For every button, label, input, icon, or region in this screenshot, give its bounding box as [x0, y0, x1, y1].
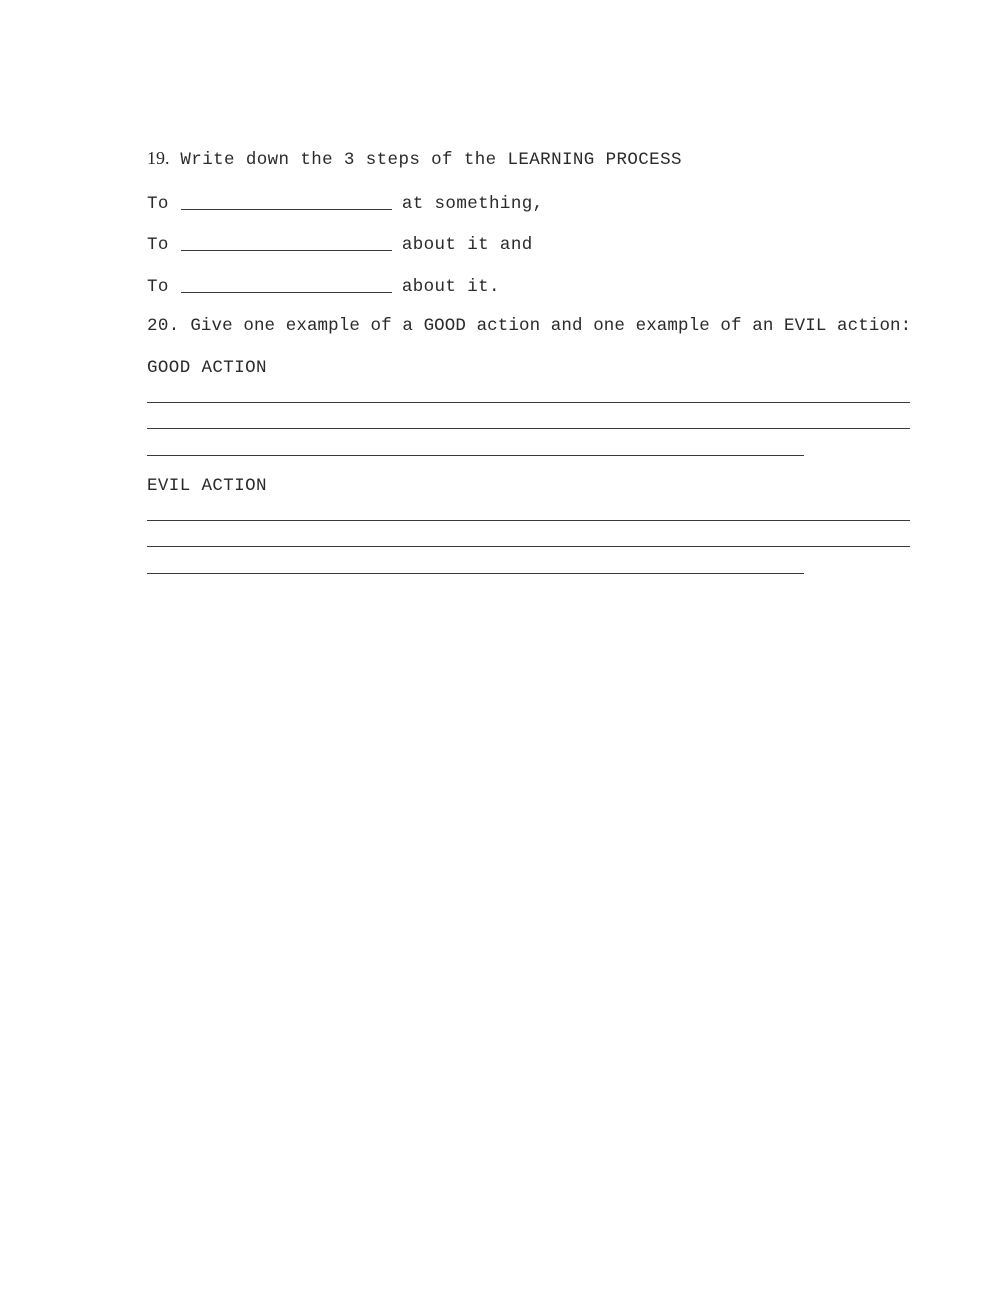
step-3-row	[147, 274, 500, 297]
evil-action-answer[interactable]	[147, 498, 910, 574]
evil-answer-line-1	[147, 520, 910, 521]
evil-answer-line-2	[147, 546, 910, 547]
question-19	[147, 148, 682, 170]
step-1-suffix: at something,	[401, 194, 544, 214]
question-19-prompt: Write down the 3 steps of the LEARNING PROCESS	[180, 150, 682, 170]
step-3-suffix: about it.	[401, 277, 500, 297]
step-3-prefix: To	[147, 277, 169, 297]
good-answer-line-2	[147, 428, 910, 429]
good-answer-line-3	[147, 455, 804, 456]
question-20-prompt: Give one example of a GOOD action and one example of an EVIL action:	[190, 316, 912, 336]
evil-action-label: EVIL ACTION	[147, 476, 267, 496]
question-19-number: 19.	[147, 148, 170, 168]
step-3-blank[interactable]	[181, 276, 392, 293]
step-2-prefix: To	[147, 235, 169, 255]
step-2-blank[interactable]	[181, 234, 392, 251]
good-answer-line-1	[147, 402, 910, 403]
good-action-answer[interactable]	[147, 380, 910, 456]
step-1-row	[147, 191, 544, 214]
evil-answer-line-3	[147, 573, 804, 574]
step-1-blank[interactable]	[181, 193, 392, 210]
good-action-label: GOOD ACTION	[147, 358, 267, 378]
step-2-row	[147, 232, 533, 255]
question-20-number: 20.	[147, 316, 180, 336]
step-1-prefix: To	[147, 194, 169, 214]
question-20	[147, 316, 911, 336]
step-2-suffix: about it and	[401, 235, 533, 255]
